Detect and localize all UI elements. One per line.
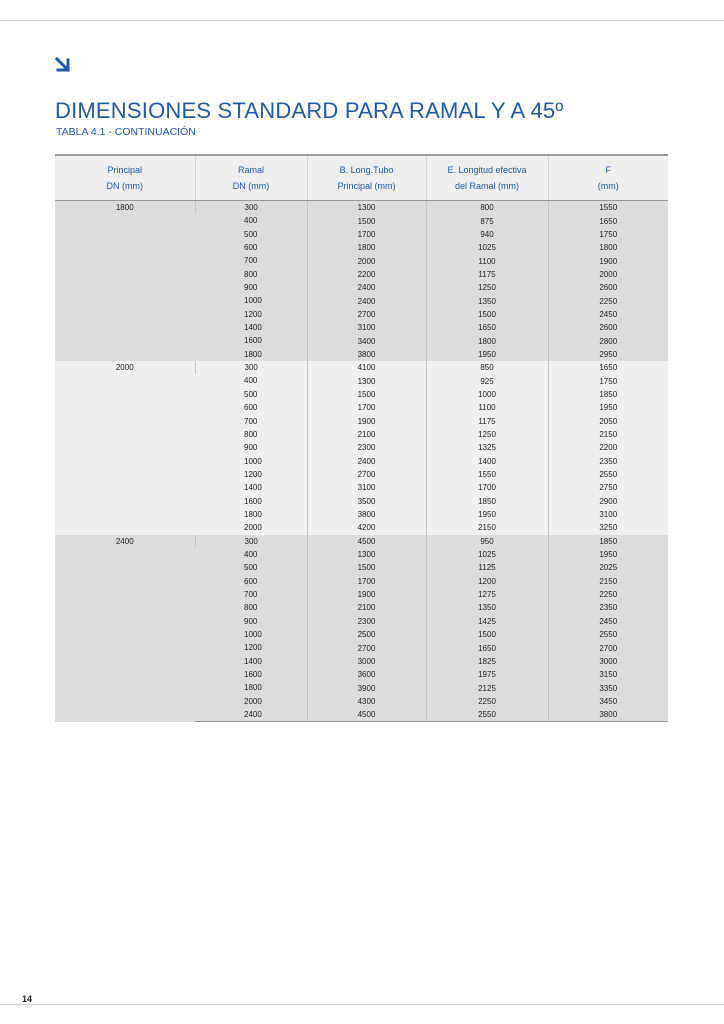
f-cell: 2350 [548, 601, 668, 614]
long-tubo-cell: 1500 [307, 388, 426, 401]
f-cell: 2900 [548, 495, 668, 508]
ramal-cell: 700 [195, 588, 307, 601]
f-cell: 3250 [548, 521, 668, 534]
table-row [55, 201, 668, 215]
longitud-efectiva-cell: 875 [426, 214, 548, 227]
longitud-efectiva-cell: 1550 [426, 468, 548, 481]
ramal-cell: 400 [195, 214, 307, 227]
long-tubo-cell: 1800 [307, 241, 426, 254]
dimensions-table [55, 154, 668, 722]
col-header-long-tubo: B. Long.Tubo Principal (mm) [307, 155, 426, 201]
f-cell: 1550 [548, 201, 668, 215]
longitud-efectiva-cell: 2250 [426, 695, 548, 708]
long-tubo-cell: 2700 [307, 641, 426, 654]
ramal-cell: 1400 [195, 481, 307, 494]
longitud-efectiva-cell: 950 [426, 535, 548, 548]
f-cell: 1900 [548, 254, 668, 267]
ramal-cell: 400 [195, 548, 307, 561]
f-cell: 2750 [548, 481, 668, 494]
f-cell: 1750 [548, 228, 668, 241]
ramal-cell: 600 [195, 575, 307, 588]
longitud-efectiva-cell: 1425 [426, 615, 548, 628]
longitud-efectiva-cell: 1950 [426, 508, 548, 521]
f-cell: 2150 [548, 575, 668, 588]
ramal-cell: 1600 [195, 495, 307, 508]
ramal-cell: 1600 [195, 668, 307, 681]
long-tubo-cell: 1900 [307, 588, 426, 601]
table-body [55, 201, 668, 722]
longitud-efectiva-cell: 940 [426, 228, 548, 241]
long-tubo-cell: 1500 [307, 561, 426, 574]
col-header-longitud-efectiva: E. Longitud efectiva del Ramal (mm) [426, 155, 548, 201]
longitud-efectiva-cell: 1700 [426, 481, 548, 494]
f-cell: 2600 [548, 281, 668, 294]
f-cell: 1800 [548, 241, 668, 254]
arrow-down-right-icon [54, 56, 72, 74]
ramal-cell: 900 [195, 281, 307, 294]
page-title: DIMENSIONES STANDARD PARA RAMAL Y A 45º [55, 98, 564, 123]
long-tubo-cell: 4500 [307, 535, 426, 548]
long-tubo-cell: 1700 [307, 575, 426, 588]
f-cell: 1950 [548, 548, 668, 561]
ramal-cell: 1800 [195, 681, 307, 694]
col-header-f: F (mm) [548, 155, 668, 201]
f-cell: 1650 [548, 214, 668, 227]
long-tubo-cell: 4100 [307, 361, 426, 374]
ramal-cell: 300 [195, 535, 307, 548]
long-tubo-cell: 3100 [307, 481, 426, 494]
long-tubo-cell: 2700 [307, 468, 426, 481]
longitud-efectiva-cell: 800 [426, 201, 548, 215]
f-cell: 1950 [548, 401, 668, 414]
bottom-rule [0, 1004, 724, 1005]
longitud-efectiva-cell: 1950 [426, 348, 548, 361]
f-cell: 2350 [548, 455, 668, 468]
top-rule [0, 20, 724, 21]
ramal-cell: 600 [195, 241, 307, 254]
longitud-efectiva-cell: 1250 [426, 281, 548, 294]
f-cell: 3100 [548, 508, 668, 521]
long-tubo-cell: 2300 [307, 441, 426, 454]
ramal-cell: 700 [195, 254, 307, 267]
f-cell: 2700 [548, 641, 668, 654]
col-header-ramal: Ramal DN (mm) [195, 155, 307, 201]
longitud-efectiva-cell: 1650 [426, 321, 548, 334]
ramal-cell: 1800 [195, 348, 307, 361]
f-cell: 2050 [548, 415, 668, 428]
longitud-efectiva-cell: 2125 [426, 681, 548, 694]
col-header-principal: Principal DN (mm) [55, 155, 195, 201]
ramal-cell: 800 [195, 428, 307, 441]
ramal-cell: 1400 [195, 655, 307, 668]
f-cell: 2800 [548, 334, 668, 347]
long-tubo-cell: 1300 [307, 374, 426, 387]
long-tubo-cell: 1300 [307, 548, 426, 561]
long-tubo-cell: 3900 [307, 681, 426, 694]
long-tubo-cell: 2300 [307, 615, 426, 628]
long-tubo-cell: 2700 [307, 308, 426, 321]
f-cell: 2550 [548, 468, 668, 481]
longitud-efectiva-cell: 1350 [426, 601, 548, 614]
longitud-efectiva-cell: 1175 [426, 415, 548, 428]
longitud-efectiva-cell: 1825 [426, 655, 548, 668]
f-cell: 2450 [548, 615, 668, 628]
ramal-cell: 800 [195, 268, 307, 281]
f-cell: 1850 [548, 535, 668, 548]
long-tubo-cell: 1300 [307, 201, 426, 215]
longitud-efectiva-cell: 2550 [426, 708, 548, 722]
ramal-cell: 1200 [195, 308, 307, 321]
longitud-efectiva-cell: 850 [426, 361, 548, 374]
table-row [55, 535, 668, 548]
ramal-cell: 1400 [195, 321, 307, 334]
f-cell: 3450 [548, 695, 668, 708]
ramal-cell: 1200 [195, 641, 307, 654]
ramal-cell: 900 [195, 615, 307, 628]
long-tubo-cell: 1500 [307, 214, 426, 227]
ramal-cell: 500 [195, 561, 307, 574]
longitud-efectiva-cell: 1100 [426, 401, 548, 414]
longitud-efectiva-cell: 1325 [426, 441, 548, 454]
long-tubo-cell: 2400 [307, 455, 426, 468]
f-cell: 2950 [548, 348, 668, 361]
f-cell: 2550 [548, 628, 668, 641]
long-tubo-cell: 1900 [307, 415, 426, 428]
f-cell: 1650 [548, 361, 668, 374]
long-tubo-cell: 1700 [307, 401, 426, 414]
ramal-cell: 500 [195, 228, 307, 241]
longitud-efectiva-cell: 925 [426, 374, 548, 387]
long-tubo-cell: 2500 [307, 628, 426, 641]
ramal-cell: 2000 [195, 521, 307, 534]
f-cell: 2025 [548, 561, 668, 574]
longitud-efectiva-cell: 2150 [426, 521, 548, 534]
ramal-cell: 1000 [195, 455, 307, 468]
long-tubo-cell: 3600 [307, 668, 426, 681]
longitud-efectiva-cell: 1250 [426, 428, 548, 441]
long-tubo-cell: 2100 [307, 601, 426, 614]
ramal-cell: 800 [195, 601, 307, 614]
f-cell: 3000 [548, 655, 668, 668]
ramal-cell: 1000 [195, 628, 307, 641]
principal-cell: 2400 [55, 535, 195, 722]
longitud-efectiva-cell: 1975 [426, 668, 548, 681]
long-tubo-cell: 3500 [307, 495, 426, 508]
longitud-efectiva-cell: 1125 [426, 561, 548, 574]
long-tubo-cell: 3400 [307, 334, 426, 347]
table-subtitle: TABLA 4.1 - CONTINUACIÓN [56, 126, 196, 138]
ramal-cell: 300 [195, 361, 307, 374]
long-tubo-cell: 4200 [307, 521, 426, 534]
long-tubo-cell: 1700 [307, 228, 426, 241]
ramal-cell: 1800 [195, 508, 307, 521]
ramal-cell: 2400 [195, 708, 307, 722]
f-cell: 3350 [548, 681, 668, 694]
f-cell: 2000 [548, 268, 668, 281]
table-row [55, 361, 668, 374]
page-number: 14 [22, 994, 33, 1004]
table-header [55, 155, 668, 201]
ramal-cell: 500 [195, 388, 307, 401]
longitud-efectiva-cell: 1200 [426, 575, 548, 588]
longitud-efectiva-cell: 1000 [426, 388, 548, 401]
principal-cell: 1800 [55, 201, 195, 362]
f-cell: 1750 [548, 374, 668, 387]
long-tubo-cell: 4500 [307, 708, 426, 722]
f-cell: 2200 [548, 441, 668, 454]
long-tubo-cell: 2200 [307, 268, 426, 281]
longitud-efectiva-cell: 1800 [426, 334, 548, 347]
long-tubo-cell: 3800 [307, 508, 426, 521]
f-cell: 2600 [548, 321, 668, 334]
longitud-efectiva-cell: 1400 [426, 455, 548, 468]
longitud-efectiva-cell: 1275 [426, 588, 548, 601]
longitud-efectiva-cell: 1350 [426, 294, 548, 307]
longitud-efectiva-cell: 1100 [426, 254, 548, 267]
principal-cell: 2000 [55, 361, 195, 534]
ramal-cell: 700 [195, 415, 307, 428]
longitud-efectiva-cell: 1850 [426, 495, 548, 508]
long-tubo-cell: 3000 [307, 655, 426, 668]
longitud-efectiva-cell: 1500 [426, 628, 548, 641]
long-tubo-cell: 2400 [307, 281, 426, 294]
long-tubo-cell: 3800 [307, 348, 426, 361]
long-tubo-cell: 3100 [307, 321, 426, 334]
f-cell: 3150 [548, 668, 668, 681]
long-tubo-cell: 4300 [307, 695, 426, 708]
f-cell: 2150 [548, 428, 668, 441]
ramal-cell: 900 [195, 441, 307, 454]
ramal-cell: 600 [195, 401, 307, 414]
f-cell: 1850 [548, 388, 668, 401]
long-tubo-cell: 2100 [307, 428, 426, 441]
ramal-cell: 1000 [195, 294, 307, 307]
f-cell: 2450 [548, 308, 668, 321]
longitud-efectiva-cell: 1650 [426, 641, 548, 654]
f-cell: 2250 [548, 588, 668, 601]
ramal-cell: 1200 [195, 468, 307, 481]
longitud-efectiva-cell: 1025 [426, 548, 548, 561]
longitud-efectiva-cell: 1175 [426, 268, 548, 281]
f-cell: 3800 [548, 708, 668, 722]
long-tubo-cell: 2000 [307, 254, 426, 267]
ramal-cell: 1600 [195, 334, 307, 347]
longitud-efectiva-cell: 1500 [426, 308, 548, 321]
ramal-cell: 400 [195, 374, 307, 387]
ramal-cell: 2000 [195, 695, 307, 708]
long-tubo-cell: 2400 [307, 294, 426, 307]
longitud-efectiva-cell: 1025 [426, 241, 548, 254]
f-cell: 2250 [548, 294, 668, 307]
ramal-cell: 300 [195, 201, 307, 215]
